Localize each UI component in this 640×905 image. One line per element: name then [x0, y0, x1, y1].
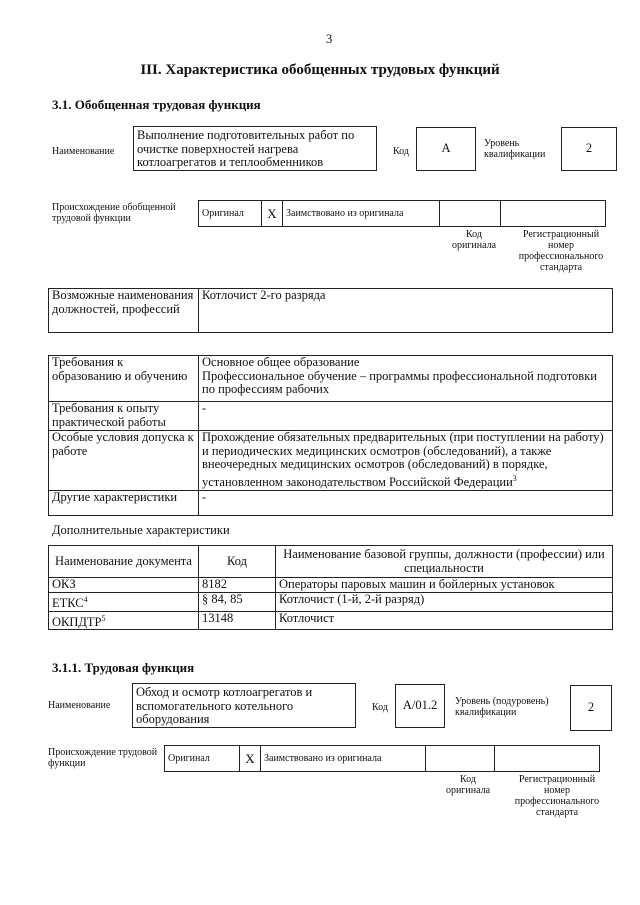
tf-level-value: 2: [570, 685, 612, 731]
additional-row-code: 13148: [199, 611, 276, 630]
gtf-requirements-table: [48, 355, 613, 516]
additional-row-doc-footnote: 4: [83, 595, 88, 604]
gtf-borrowed-label: Заимствовано из оригинала: [283, 201, 440, 227]
additional-header-code: Код: [199, 546, 276, 578]
additional-row-doc: [49, 611, 199, 630]
gtf-level-label: Уровень квалификации: [484, 138, 546, 160]
additional-row-code: § 84, 85: [199, 593, 276, 612]
req-special-text: Прохождение обязательных предварительных (при поступлении на работу) и периодических медицинских осмотров (обследований), а также внеочередных медицинских осмотров (обследований) в порядке, установленном законодательством Российской Федерации: [202, 430, 604, 489]
additional-header-doc: Наименование документа: [49, 546, 199, 578]
tf-name-value: Обход и осмотр котлоагрегатов и вспомогательного котельного оборудования: [132, 683, 356, 728]
gtf-heading: 3.1. Обобщенная трудовая функция: [52, 97, 261, 112]
tf-origin-table: [164, 745, 600, 772]
additional-table: [48, 545, 613, 630]
additional-row-code: 8182: [199, 578, 276, 593]
req-special-value: [199, 431, 613, 491]
section-title: III. Характеристика обобщенных трудовых функций: [140, 62, 500, 78]
gtf-reg-number-cell: [501, 201, 606, 227]
req-education-line-1: Основное общее образование: [202, 355, 360, 369]
tf-code-label: Код: [372, 702, 388, 713]
page-number: 3: [326, 32, 333, 46]
tf-borrowed-label: Заимствовано из оригинала: [261, 746, 426, 772]
additional-title: Дополнительные характеристики: [52, 523, 230, 537]
req-experience-value: -: [199, 402, 613, 431]
gtf-origin-table: [198, 200, 606, 227]
tf-name-label: Наименование: [48, 700, 111, 711]
gtf-orig-code-cell: [440, 201, 501, 227]
additional-row-name: Операторы паровых машин и бойлерных установок: [276, 578, 613, 593]
gtf-origin-label: Происхождение обобщенной трудовой функции: [52, 202, 176, 224]
req-special-footnote: 3: [512, 473, 517, 483]
req-experience-label: Требования к опыту практической работы: [49, 402, 199, 431]
gtf-positions-table: [48, 288, 613, 333]
tf-origin-label: Происхождение трудовой функции: [48, 747, 158, 769]
req-special-label: Особые условия допуска к работе: [49, 431, 199, 491]
additional-header-name: Наименование базовой группы, должности (профессии) или специальности: [276, 546, 613, 578]
additional-row-doc-text: ОКПДТР: [52, 614, 102, 629]
gtf-reg-number-label: Регистрационный номер профессионального стандарта: [518, 229, 604, 273]
gtf-name-label: Наименование: [52, 146, 115, 157]
gtf-level-value: 2: [561, 127, 617, 171]
req-other-label: Другие характеристики: [49, 491, 199, 516]
tf-original-mark: X: [240, 746, 261, 772]
additional-row-name: Котлочист (1-й, 2-й разряд): [276, 593, 613, 612]
gtf-code-value: A: [416, 127, 476, 171]
gtf-positions-label: Возможные наименования должностей, профессий: [49, 289, 199, 333]
tf-orig-code-label: Код оригинала: [445, 774, 491, 796]
gtf-orig-code-label: Код оригинала: [451, 229, 497, 251]
gtf-positions-value: Котлочист 2-го разряда: [199, 289, 613, 333]
tf-original-label: Оригинал: [165, 746, 240, 772]
tf-orig-code-cell: [426, 746, 495, 772]
additional-row-name: Котлочист: [276, 611, 613, 630]
gtf-code-label: Код: [393, 146, 409, 157]
req-other-value: -: [199, 491, 613, 516]
gtf-name-value: Выполнение подготовительных работ по очистке поверхностей нагрева котлоагрегатов и теплообменников: [133, 126, 377, 171]
req-education-label: Требования к образованию и обучению: [49, 356, 199, 402]
additional-row-doc-text: ЕТКС: [52, 596, 84, 611]
tf-reg-number-label: Регистрационный номер профессионального стандарта: [514, 774, 600, 818]
gtf-original-label: Оригинал: [199, 201, 262, 227]
additional-row-doc: [49, 593, 199, 612]
gtf-original-mark: X: [262, 201, 283, 227]
req-education-line-2: Профессиональное обучение – программы профессиональной подготовки по профессиям рабочих: [202, 368, 597, 396]
tf-reg-number-cell: [495, 746, 600, 772]
tf-level-label: Уровень (подуровень) квалификации: [455, 696, 549, 718]
additional-row-doc-footnote: 5: [101, 613, 106, 623]
req-education-value: [199, 356, 613, 402]
additional-row-doc: ОКЗ: [49, 578, 199, 593]
tf-code-value: A/01.2: [395, 684, 445, 728]
tf-heading: 3.1.1. Трудовая функция: [52, 660, 195, 675]
